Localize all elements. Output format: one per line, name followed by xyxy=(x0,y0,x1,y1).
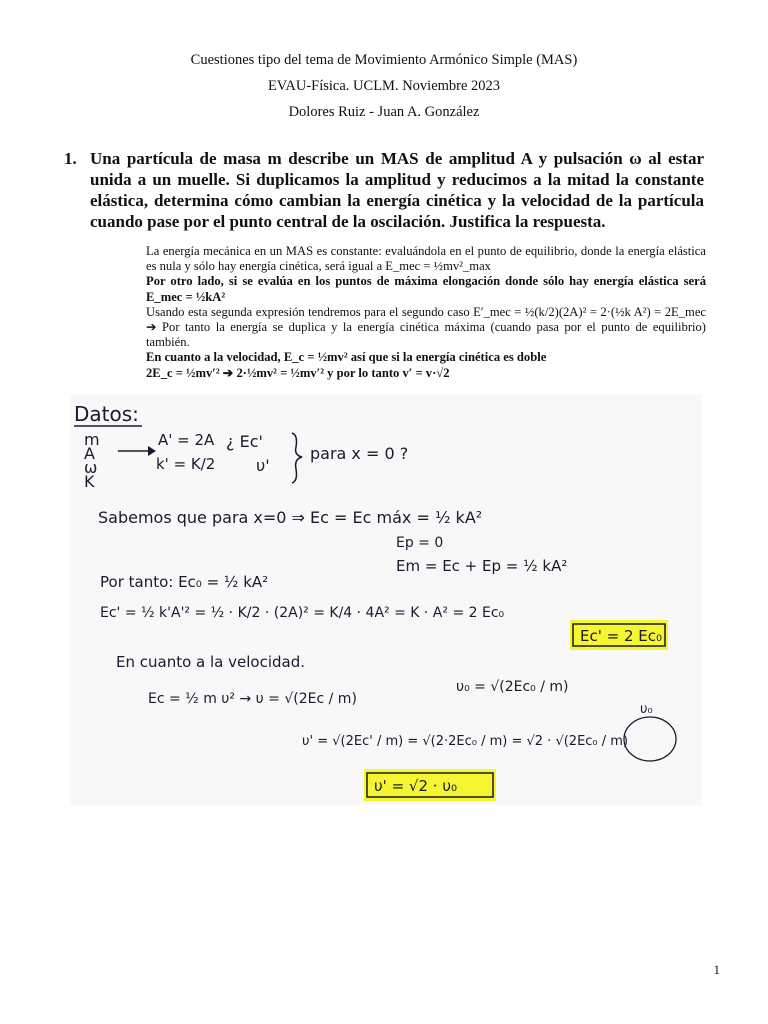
hw-em: Em = Ec + Ep = ½ kA² xyxy=(396,557,568,575)
hw-para: para x = 0 ? xyxy=(310,444,409,463)
answer-paragraph-1: La energía mecánica en un MAS es constante: evaluándola en el punto de equilibrio, donde la energía elástica es nula y sólo hay energía cinética, será igual a E_mec = ½mv²_max xyxy=(146,244,706,274)
hw-ec-formula: Ec = ½ m υ² → υ = √(2Ec / m) xyxy=(148,691,357,707)
page-number: 1 xyxy=(713,962,720,977)
hw-velocidad: En cuanto a la velocidad. xyxy=(116,653,305,671)
hw-q-ec: ¿ Ec' xyxy=(226,432,263,451)
hw-v0-label: υ₀ xyxy=(640,702,653,717)
v0-circle xyxy=(624,717,676,761)
arrow-head xyxy=(148,446,156,456)
hw-portanto: Por tanto: Ec₀ = ½ kA² xyxy=(100,573,269,591)
hw-v0: υ₀ = √(2Ec₀ / m) xyxy=(456,679,569,695)
hw-ec-prime: Ec' = ½ k'A'² = ½ · K/2 · (2A)² = K/4 · 4A² = K · A² = 2 Ec₀ xyxy=(100,605,505,621)
answer-paragraph-5: 2E_c = ½mv′² ➔ 2·½mv² = ½mv′² y por lo tanto v′ = v·√2 xyxy=(146,365,450,380)
handwritten-notes xyxy=(70,395,702,805)
hw-q-v: υ' xyxy=(256,456,270,475)
hw-ep: Ep = 0 xyxy=(396,535,444,551)
hw-datos: Datos: xyxy=(74,402,139,426)
hw-k-prime: k' = K/2 xyxy=(156,455,216,473)
doc-title: Cuestiones tipo del tema de Movimiento Armónico Simple (MAS) xyxy=(190,52,578,68)
question-block xyxy=(64,148,704,232)
hw-box1: Ec' = 2 Ec₀ xyxy=(580,627,663,645)
question-text: Una partícula de masa m describe un MAS de amplitud A y pulsación ω al estar unida a un muelle. Si duplicamos la amplitud y reducimos a la mitad la constante elástica, determina cómo cambian la energía cinética y la velocidad de la partícula cuando pase por el punto central de la oscilación. Justifica la respuesta. xyxy=(90,149,704,231)
doc-authors: Dolores Ruiz - Juan A. González xyxy=(288,104,480,120)
question-number: 1. xyxy=(64,149,77,168)
hw-box2: υ' = √2 · υ₀ xyxy=(374,777,458,795)
curly-brace xyxy=(292,433,302,483)
answer-paragraph-4: En cuanto a la velocidad, E_c = ½mv² así que si la energía cinética es doble xyxy=(146,350,547,365)
answer-paragraph-2: Por otro lado, si se evalúa en los puntos de máxima elongación donde sólo hay energía elástica será E_mec = ½kA² xyxy=(146,274,706,304)
hw-a-prime: A' = 2A xyxy=(158,431,215,449)
doc-subtitle: EVAU-Física. UCLM. Noviembre 2023 xyxy=(267,78,501,94)
hw-vprime-chain: υ' = √(2Ec' / m) = √(2·2Ec₀ / m) = √2 · √(2Ec₀ / m) xyxy=(302,734,629,749)
hw-sabemos: Sabemos que para x=0 ⇒ Ec = Ec máx = ½ kA² xyxy=(98,508,483,527)
answer-block xyxy=(146,244,706,381)
hw-var-a: A xyxy=(84,444,95,463)
hw-var-w: ω xyxy=(84,458,98,477)
hw-var-m: m xyxy=(84,430,100,449)
answer-paragraph-3: Usando esta segunda expresión tendremos para el segundo caso E′_mec = ½(k/2)(2A)² = 2·(½k A²) = 2E_mec ➔ Por tanto la energía se duplica y la energía cinética máxima (cuando pasa por el punto de equilibrio) también. xyxy=(146,304,706,350)
hw-var-k: K xyxy=(84,472,95,491)
